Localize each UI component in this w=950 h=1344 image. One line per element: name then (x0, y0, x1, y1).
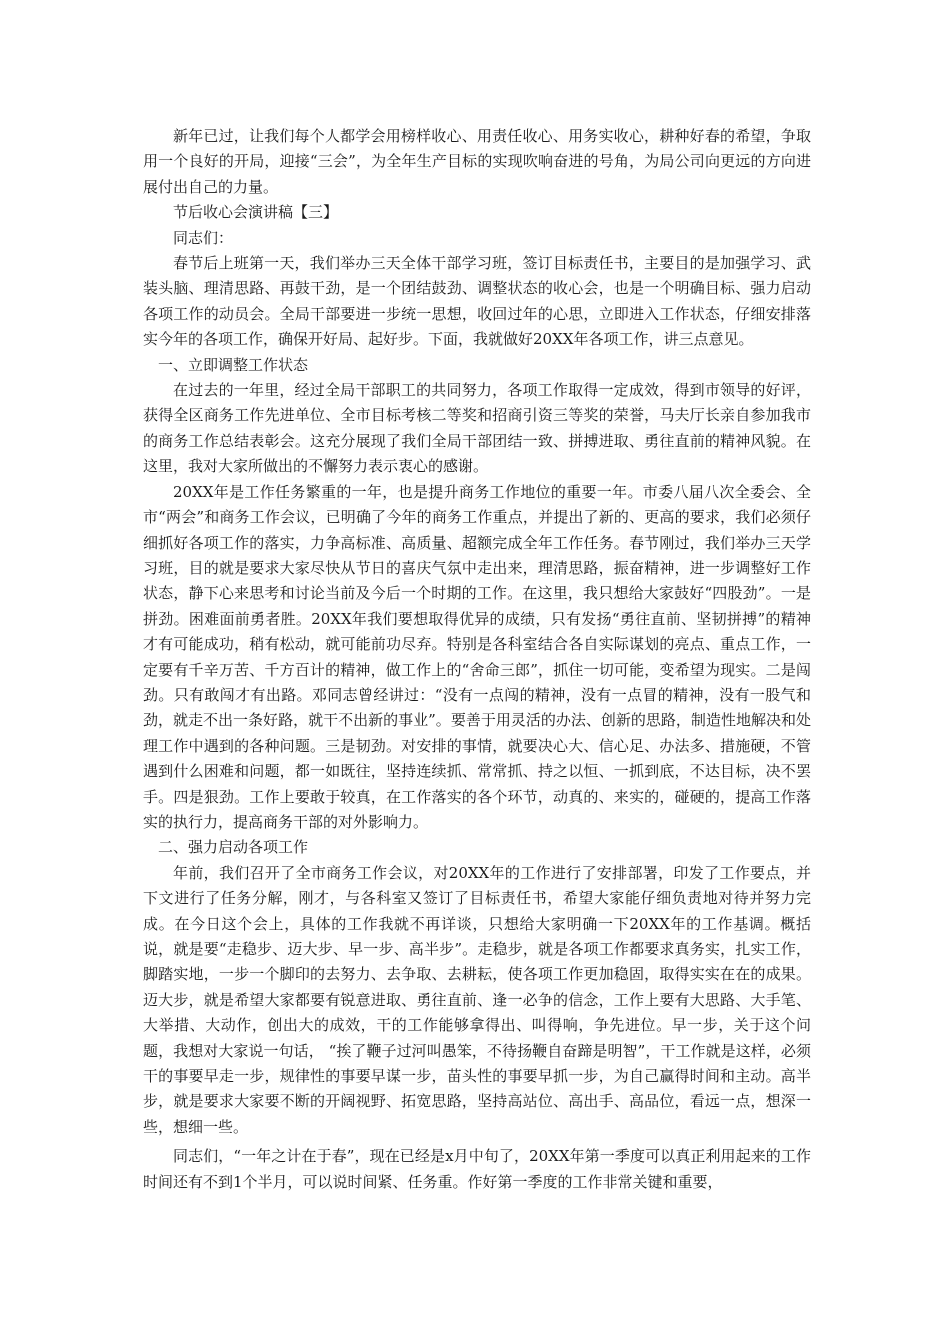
speech-title: 节后收心会演讲稿【三】 (173, 203, 339, 222)
paragraph-review: 在过去的一年里，经过全局干部职工的共同努力，各项工作取得一定成效，得到市领导的好评，获得全区商务工作先进单位、全市目标考核二等奖和招商引资三等奖的荣誉，马夫厅长亲自参加我市的商务工作总结表彰会。这充分展现了我们全局干部团结一致、拼搏进取、勇往直前的精神风貌。在这里，我对大家所做出的不懈努力表示衷心的感谢。 (143, 381, 811, 476)
paragraph-introduction: 春节后上班第一天，我们举办三天全体干部学习班，签订目标责任书，主要目的是加强学习、武装头脑、理清思路、再鼓干劲，是一个团结鼓劲、调整状态的收心会，也是一个明确目标、强力启动各项工作的动员会。全局干部要进一步统一思想，收回过年的心思，立即进入工作状态，仔细安排落实今年的各项工作，确保开好局、起好步。下面，我就做好20XX年各项工作，讲三点意见。 (143, 254, 811, 349)
document-page (143, 124, 811, 1195)
section-heading-1: 一、立即调整工作状态 (158, 355, 309, 374)
paragraph-work-tone: 年前，我们召开了全市商务工作会议，对20XX年的工作进行了安排部署，印发了工作要点，并下文进行了任务分解，刚才，与各科室又签订了目标责任书，希望大家能仔细负责地对待并努力完成。在今日这个会上，具体的工作我就不再详谈，只想给大家明确一下20XX年的工作基调。概括说，就是要“走稳步、迈大步、早一步、高半步”。走稳步，就是各项工作都要求真务实，扎实工作，脚踏实地，一步一个脚印的去努力、去争取、去耕耘，使各项工作更加稳固，取得实实在在的成果。迈大步，就是希望大家都要有锐意进取、勇往直前、逢一必争的信念，工作上要有大思路、大手笔、大举措、大动作，创出大的成效，干的工作能够拿得出、叫得响，争先进位。早一步，关于这个问题，我想对大家说一句话， “挨了鞭子过河叫愚笨，不待扬鞭自奋蹄是明智”，干工作就是这样，必须干的事要早走一步，规律性的事要早谋一步，苗头性的事要早抓一步，为自己赢得时间和主动。高半步，就是要求大家要不断的开阔视野、拓宽思路，坚持高站位、高出手、高品位，看远一点，想深一些，想细一些。 (143, 863, 811, 1136)
salutation: 同志们： (173, 228, 234, 247)
paragraph-closing-remarks: 新年已过，让我们每个人都学会用榜样收心、用责任收心、用务实收心，耕种好春的希望，争取用一个良好的开局，迎接“三会”，为全年生产目标的实现吹响奋进的号角，为局公司向更远的方向进展付出自己的力量。 (143, 127, 811, 196)
section-heading-2: 二、强力启动各项工作 (158, 838, 309, 857)
paragraph-first-quarter: 同志们，“一年之计在于春”，现在已经是x月中旬了，20XX年第一季度可以真正利用起来的工作时间还有不到1个半月，可以说时间紧、任务重。作好第一季度的工作非常关键和重要， (143, 1147, 811, 1191)
paragraph-four-spirits: 20XX年是工作任务繁重的一年，也是提升商务工作地位的重要一年。市委八届八次全委会、全市“两会”和商务工作会议，已明确了今年的商务工作重点，并提出了新的、更高的要求，我们必须仔细抓好各项工作的落实，力争高标准、高质量、超额完成全年工作任务。春节刚过，我们举办三天学习班，目的就是要求大家尽快从节日的喜庆气氛中走出来，理清思路，振奋精神，进一步调整好工作状态，静下心来思考和讨论当前及今后一个时期的工作。在这里，我只想给大家鼓好“四股劲”。一是拼劲。困难面前勇者胜。20XX年我们要想取得优异的成绩，只有发扬“勇往直前、坚韧拼搏”的精神才有可能成功，稍有松动，就可能前功尽弃。特别是各科室结合各自实际谋划的亮点、重点工作，一定要有千辛万苦、千方百计的精神，做工作上的“舍命三郎”，抓住一切可能，变希望为现实。二是闯劲。只有敢闯才有出路。邓同志曾经讲过：“没有一点闯的精神，没有一点冒的精神，没有一股气和劲，就走不出一条好路，就干不出新的事业”。要善于用灵活的办法、创新的思路，制造性地解决和处理工作中遇到的各种问题。三是韧劲。对安排的事情，就要决心大、信心足、办法多、措施硬，不管遇到什么困难和问题，都一如既往，坚持连续抓、常常抓、持之以恒、一抓到底，不达目标，决不罢手。四是狠劲。工作上要敢于较真，在工作落实的各个环节，动真的、来实的，碰硬的，提高工作落实的执行力，提高商务干部的对外影响力。 (143, 482, 811, 831)
